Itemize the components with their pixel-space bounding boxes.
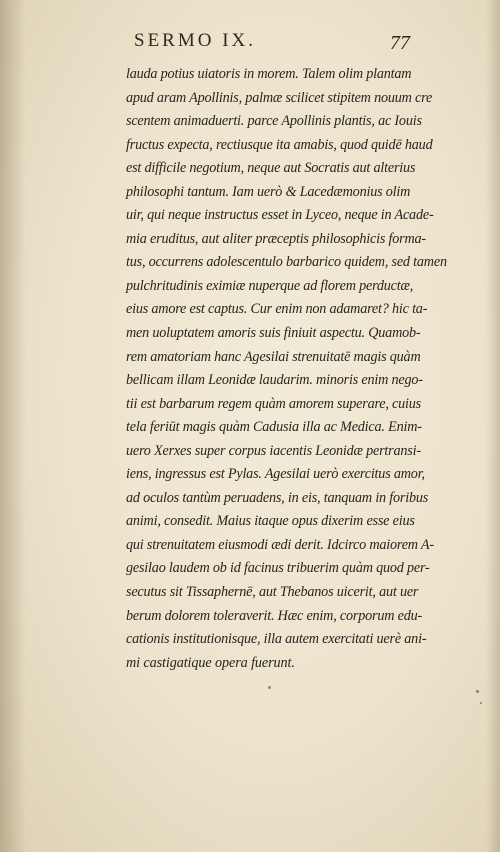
text-line: mi castigatique opera fuerunt. [126,654,295,671]
ink-speck [480,702,482,704]
text-line: ad oculos tantùm peruadens, in eis, tanquam in foribus [126,489,429,506]
text-line: pulchritudinis eximiæ nuperque ad florem perductæ, [126,277,414,294]
text-line: qui strenuitatem eiusmodi ædi derit. Idcirco maiorem A- [126,536,434,553]
body-text [126,63,447,675]
text-line: eius amore est captus. Cur enim non adamaret? hic ta- [126,301,428,318]
text-line: bellicam illam Leonidæ laudarim. minoris enim nego- [126,372,423,389]
running-head: SERMO IX. [134,30,257,51]
text-line: mia eruditus, aut aliter præceptis philosophicis forma- [126,230,426,247]
page-number: 77 [390,32,410,54]
page-edge-shadow [486,0,500,852]
text-line: uir, qui neque instructus esset in Lyceo, neque in Acade- [126,207,434,224]
text-line: uero Xerxes super corpus iacentis Leonidæ pertransi- [126,442,421,459]
text-line: iens, ingressus est Pylas. Agesilai uerò exercitus amor, [126,466,425,483]
text-line: secutus sit Tissaphernē, aut Thebanos uicerit, aut uer [126,584,419,601]
gutter-shadow [0,0,26,852]
text-line: apud aram Apollinis, palmæ scilicet stipitem nouum cre [126,89,433,106]
text-line: est difficile negotium, neque aut Socratis aut alterius [126,160,416,177]
ink-speck [268,686,271,689]
text-line: berum dolorem toleraverit. Hæc enim, corporum edu- [126,607,423,624]
text-line: cationis institutionisque, illa autem exercitati uerè ani- [126,631,427,648]
text-line: scentem animaduerti. parce Apollinis plantis, ac Iouis [126,113,422,130]
text-line: tela feriūt magis quàm Cadusia illa ac Medica. Enim- [126,419,422,436]
text-line: rem amatoriam hanc Agesilai strenuitatē magis quàm [126,348,421,365]
text-line: animi, consedit. Maius itaque opus dixerim esse eius [126,513,415,530]
text-line: gesilao laudem ob id facinus tribuerim quàm quod per- [126,560,430,577]
ink-speck [476,690,479,693]
text-line: fructus expecta, rectiusque ita amabis, quod quidē haud [126,136,433,153]
text-line: men uoluptatem amoris suis finiuit aspectu. Quamob- [126,325,421,342]
text-line: tii est barbarum regem quàm amorem superare, cuius [126,395,422,412]
text-line: tus, occurrens adolescentulo barbarico quidem, sed tamen [126,254,447,271]
text-line: philosophi tantum. Iam uerò & Lacedæmonius olim [126,183,411,200]
text-line: lauda potius uiatoris in morem. Talem olim plantam [126,66,412,82]
page-header [120,28,410,54]
